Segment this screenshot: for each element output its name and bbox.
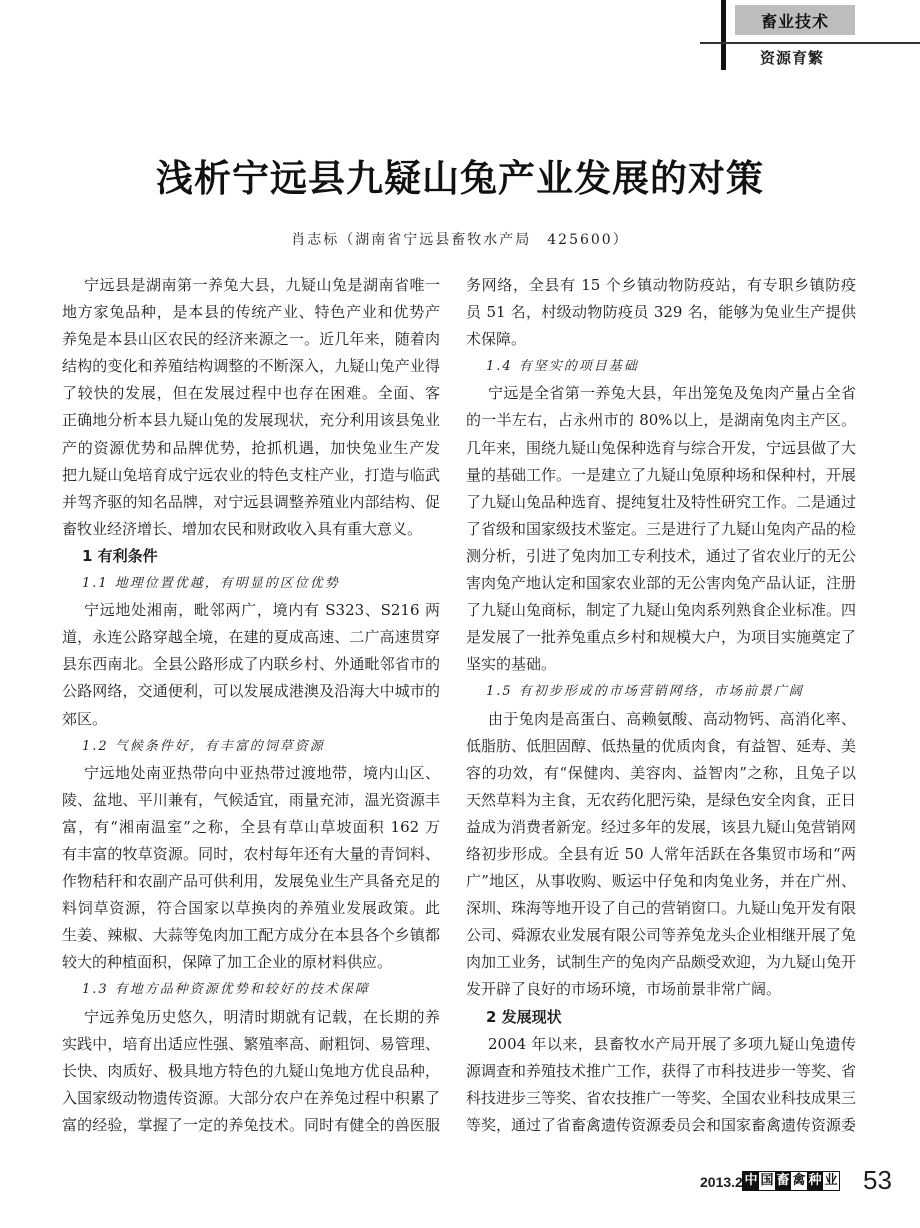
text-line: 把九疑山兔培育成宁远农业的特色支柱产业，打造与临武: [62, 465, 440, 484]
section-heading: 1 有利条件: [82, 546, 158, 565]
text-line: 地方家兔品种，是本县的传统产业、特色产业和优势产: [62, 303, 440, 322]
text-line: 较大的种植面积，保障了加工企业的原材料供应。: [62, 953, 393, 972]
text-line: 有丰富的牧草资源。同时，农村每年还有大量的青饲料、: [62, 844, 440, 863]
text-line: 科技进步三等奖、省农技推广一等奖、全国农业科技成果三: [466, 1088, 856, 1107]
text-line: 富，有“湘南温室”之称，全县有草山草坡面积 162 万: [62, 817, 440, 836]
text-line: 深圳、珠海等地开设了自己的营销窗口。九疑山兔开发有限: [466, 899, 856, 918]
text-line: 作物秸秆和农副产品可供利用，发展兔业生产具备充足的: [62, 872, 440, 891]
header-vertical-rule: [721, 0, 726, 70]
text-line: 络初步形成。全县有近 50 人常年活跃在各集贸市场和“两: [466, 844, 856, 863]
text-line: 道，永连公路穿越全境，在建的夏成高速、二广高速贯穿: [62, 628, 440, 647]
subsection-heading: 1.5 有初步形成的市场营销网络，市场前景广阔: [486, 684, 804, 700]
text-line: 生姜、辣椒、大蒜等兔肉加工配方成分在本县各个乡镇都: [62, 926, 440, 945]
text-line: 坚实的基础。: [466, 655, 557, 674]
right-column: [466, 272, 856, 1139]
text-line: 务网络，全县有 15 个乡镇动物防疫站，有专职乡镇防疫: [466, 276, 856, 294]
text-line: 益成为消费者新宠。经过多年的发展，该县九疑山兔营销网: [466, 817, 856, 836]
text-line: 宁远县是湖南第一养兔大县，九疑山兔是湖南省唯一: [84, 276, 440, 294]
logo-char: 国: [760, 1173, 774, 1188]
header-horizontal-rule: [700, 42, 920, 44]
subsection-heading: 1.1 地理位置优越，有明显的区位优势: [82, 576, 340, 592]
text-line: 富的经验，掌握了一定的养兔技术。同时有健全的兽医服: [62, 1115, 440, 1134]
subsection-heading: 1.2 气候条件好，有丰富的饲草资源: [82, 738, 325, 754]
text-line: 是发展了一批养兔重点乡村和规模大户，为项目实施奠定了: [466, 628, 856, 647]
text-line: 养兔是本县山区农民的经济来源之一。近几年来，随着肉: [62, 330, 440, 349]
subsection-heading: 1.4 有坚实的项目基础: [486, 359, 639, 375]
text-line: 员 51 名，村级动物防疫员 329 名，能够为兔业生产提供: [466, 303, 856, 322]
text-line: 宁远地处南亚热带向中亚热带过渡地带，境内山区、: [84, 763, 440, 782]
text-line: 公路网络，交通便利，可以发展成港澳及沿海大中城市的: [62, 682, 440, 701]
text-line: 并驾齐驱的知名品牌，对宁远县调整养殖业内部结构、促: [62, 492, 440, 511]
text-line: 郊区。: [62, 709, 108, 728]
text-line: 了省级和国家级技术鉴定。三是进行了九疑山兔肉产品的检: [466, 519, 856, 538]
text-line: 害肉兔产地认定和国家农业部的无公害肉兔产品认证，注册: [466, 574, 856, 593]
page-number: 53: [863, 1165, 892, 1195]
text-line: 量的基础工作。一是建立了九疑山兔原种场和保种村，开展: [466, 465, 856, 484]
text-line: 发开辟了良好的市场环境，市场前景非常广阔。: [466, 980, 782, 999]
text-line: 术保障。: [466, 330, 527, 349]
section-heading: 2 发展现状: [486, 1007, 562, 1026]
text-line: 2004 年以来，县畜牧水产局开展了多项九疑山兔遗传: [488, 1034, 856, 1053]
text-line: 结构的变化和养殖结构调整的不断深入，九疑山兔产业得: [62, 357, 440, 376]
logo-char: 种: [808, 1173, 822, 1188]
text-line: 长快、肉质好、极具地方特色的九疑山兔地方优良品种，: [62, 1061, 440, 1080]
text-line: 县东西南北。全县公路形成了内联乡村、外通毗邻省市的: [62, 655, 440, 674]
text-line: 天然草料为主食，无农药化肥污染，是绿色安全肉食，正日: [466, 790, 856, 809]
text-line: 畜牧业经济增长、增加农民和财政收入具有重大意义。: [62, 519, 423, 538]
issue-date: 2013.2: [700, 1174, 743, 1190]
article-title: 浅析宁远县九疑山兔产业发展的对策: [156, 157, 764, 200]
text-line: 源调查和养殖技术推广工作，获得了市科技进步一等奖、省: [466, 1061, 856, 1080]
subsection-heading: 1.3 有地方品种资源优势和较好的技术保障: [82, 982, 370, 998]
text-line: 广”地区，从事收购、贩运中仔兔和肉兔业务，并在广州、: [466, 872, 856, 891]
text-line: 了较快的发展，但在发展过程中也存在困难。全面、客: [62, 384, 440, 403]
text-line: 测分析，引进了兔肉加工专利技术，通过了省农业厅的无公: [466, 546, 856, 565]
text-line: 的一半左右，占永州市的 80%以上，是湖南兔肉主产区。: [466, 411, 856, 430]
text-line: 陵、盆地、平川兼有，气候适宜，雨量充沛，温光资源丰: [62, 790, 440, 809]
text-line: 几年来，围绕九疑山兔保种选育与综合开发，宁远县做了大: [466, 438, 856, 457]
logo-char: 中: [744, 1173, 758, 1188]
text-line: 料饲草资源，符合国家以草换肉的养殖业发展政策。此: [62, 899, 440, 918]
text-line: 容的功效，有“保健肉、美容肉、益智肉”之称，且兔子以: [466, 763, 856, 782]
text-line: 宁远养兔历史悠久，明清时期就有记载，在长期的养: [84, 1007, 440, 1026]
text-line: 由于兔肉是高蛋白、高赖氨酸、高动物钙、高消化率、: [488, 709, 856, 728]
author-line: 肖志标（湖南省宁远县畜牧水产局 425600）: [291, 232, 629, 248]
text-line: 了九疑山兔品种选育、提纯复壮及特性研究工作。二是通过: [466, 492, 856, 511]
text-line: 入国家级动物遗传资源。大部分农户在养兔过程中积累了: [62, 1088, 440, 1107]
text-line: 宁远是全省第一养兔大县，年出笼兔及兔肉产量占全省: [488, 384, 856, 403]
left-column: [62, 272, 440, 1139]
text-line: 实践中，培育出适应性强、繁殖率高、耐粗饲、易管理、: [62, 1034, 440, 1053]
logo-char: 禽: [792, 1173, 806, 1188]
text-line: 等奖，通过了省畜禽遗传资源委员会和国家畜禽遗传资源委: [466, 1115, 856, 1134]
text-line: 宁远地处湘南，毗邻两广，境内有 S323、S216 两: [84, 601, 440, 620]
journal-logo: [742, 1171, 840, 1191]
section-label: 畜业技术: [735, 5, 855, 35]
text-line: 公司、舜源农业发展有限公司等养兔龙头企业相继开展了兔: [466, 926, 856, 945]
text-line: 了九疑山兔商标，制定了九疑山兔肉系列熟食企业标准。四: [466, 601, 856, 620]
text-line: 产的资源优势和品牌优势，抢抓机遇，加快兔业生产发: [62, 438, 440, 457]
logo-char: 业: [824, 1173, 838, 1188]
logo-char: 畜: [776, 1173, 790, 1188]
text-line: 低脂肪、低胆固醇、低热量的优质肉食，有益智、延寿、美: [466, 736, 856, 755]
text-line: 正确地分析本县九疑山兔的发展现状，充分利用该县兔业: [62, 411, 440, 430]
text-line: 肉加工业务，试制生产的兔肉产品颇受欢迎，为九疑山兔开: [466, 953, 856, 972]
subsection-label: 资源育繁: [760, 49, 825, 67]
